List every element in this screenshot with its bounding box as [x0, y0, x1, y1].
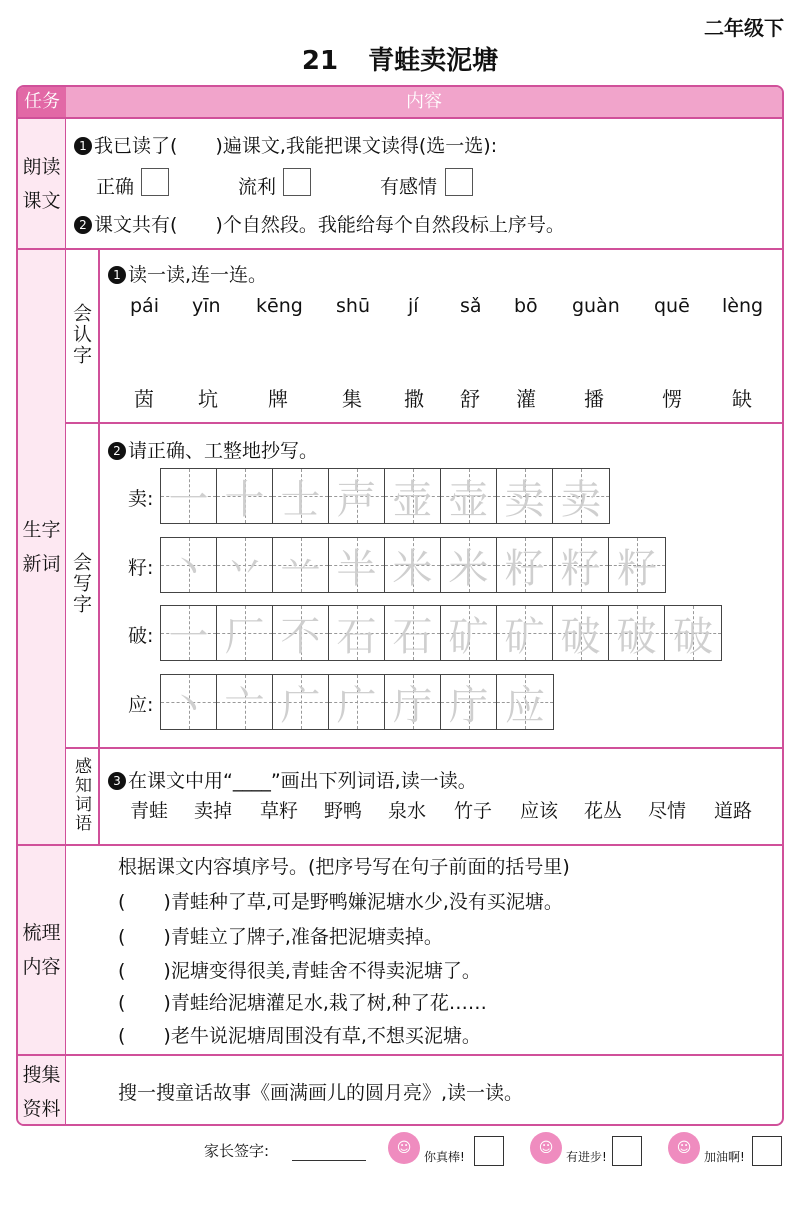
trace-char: 籽 [560, 545, 601, 592]
hanzi-item[interactable]: 播 [584, 387, 604, 411]
hanzi-item[interactable]: 灌 [516, 387, 536, 411]
word-item[interactable]: 泉水 [388, 800, 427, 822]
write-char-label: 卖: [128, 488, 154, 510]
divider [18, 248, 782, 250]
sun-icon: ☺ [530, 1132, 562, 1164]
trace-char: 矿 [448, 613, 489, 660]
words-prompt: 3 在课文中用“____”画出下列词语,读一读。 [108, 766, 477, 793]
word-item[interactable]: 卖掉 [194, 800, 233, 822]
grid-cell[interactable] [497, 469, 553, 523]
trace-char: 石 [392, 613, 433, 660]
pinyin-item[interactable]: kēng [256, 295, 303, 317]
table-header [18, 87, 782, 119]
grid-cell[interactable] [553, 538, 609, 592]
trace-char: 破 [560, 613, 601, 660]
word-item[interactable]: 竹子 [454, 800, 493, 822]
hanzi-item[interactable]: 撒 [404, 387, 424, 411]
hanzi-item[interactable]: 愣 [662, 387, 682, 411]
trace-char: 䒑 [280, 545, 321, 592]
reading-q2: 2 课文共有( )个自然段。我能给每个自然段标上序号。 [74, 210, 565, 237]
lesson-number: 21 [301, 46, 339, 76]
trace-char: 一 [168, 613, 209, 660]
grid-cell[interactable] [497, 675, 553, 729]
trace-char: 壶 [392, 476, 433, 523]
trace-char: 十 [224, 476, 265, 523]
checkbox-emotion[interactable] [445, 168, 473, 196]
option-emotion: 有感情 [380, 176, 438, 198]
header-content: 内容 [406, 91, 442, 112]
grid-cell[interactable] [609, 606, 665, 660]
grid-cell[interactable] [553, 606, 609, 660]
trace-char: 破 [673, 613, 713, 660]
trace-char: 丷 [224, 545, 265, 592]
grid-cell[interactable] [385, 606, 441, 660]
trace-char: 石 [336, 613, 377, 660]
write-grid[interactable] [160, 468, 610, 524]
word-item[interactable]: 应该 [520, 800, 559, 822]
word-item[interactable]: 道路 [714, 800, 753, 822]
trace-char: 矿 [504, 613, 545, 660]
divider [18, 844, 782, 846]
word-item[interactable]: 野鸭 [324, 800, 363, 822]
sun-icon: ☺ [388, 1132, 420, 1164]
write-char-label: 籽: [128, 557, 154, 579]
word-item[interactable]: 青蛙 [130, 800, 169, 822]
sub-write: 会写字 [70, 552, 92, 615]
write-prompt: 2 请正确、工整地抄写。 [108, 436, 318, 463]
hanzi-item[interactable]: 舒 [460, 387, 480, 411]
divider [66, 747, 782, 749]
grid-cell[interactable] [385, 469, 441, 523]
grid-cell[interactable] [161, 538, 217, 592]
grid-cell[interactable] [161, 469, 217, 523]
sorting-item[interactable]: ( )青蛙给泥塘灌足水,栽了树,种了花…… [118, 992, 487, 1014]
hanzi-item[interactable]: 牌 [268, 387, 288, 411]
trace-char: 士 [280, 476, 321, 523]
grid-cell[interactable] [273, 469, 329, 523]
sorting-item[interactable]: ( )老牛说泥塘周围没有草,不想买泥塘。 [118, 1025, 481, 1047]
praise-progress-box[interactable] [612, 1136, 642, 1166]
grid-cell[interactable] [273, 538, 329, 592]
divider [98, 249, 100, 845]
sorting-item[interactable]: ( )青蛙立了牌子,准备把泥塘卖掉。 [118, 926, 443, 948]
grid-cell[interactable] [161, 606, 217, 660]
section-characters: 生字 新词 [18, 249, 66, 845]
sorting-item[interactable]: ( )青蛙种了草,可是野鸭嫌泥塘水少,没有买泥塘。 [118, 891, 563, 913]
pinyin-item[interactable]: pái [130, 295, 159, 317]
trace-char: 庁 [392, 682, 433, 729]
sun-icon: ☺ [668, 1132, 700, 1164]
grid-cell[interactable] [385, 675, 441, 729]
pinyin-item[interactable]: guàn [572, 295, 620, 317]
checkbox-correct[interactable] [141, 168, 169, 196]
lesson-title [0, 40, 800, 77]
sub-recognize: 会认字 [70, 302, 92, 366]
section-sorting: 梳理 内容 [18, 845, 66, 1055]
praise-great-box[interactable] [474, 1136, 504, 1166]
pinyin-item[interactable]: shū [336, 295, 370, 317]
trace-char: 应 [505, 682, 545, 729]
pinyin-item[interactable]: yīn [192, 295, 221, 317]
praise-cheer: 加油啊! [704, 1150, 745, 1164]
grid-cell[interactable] [329, 469, 385, 523]
write-char-label: 应: [128, 694, 154, 716]
grid-cell[interactable] [441, 675, 497, 729]
trace-char: 米 [448, 545, 489, 592]
grid-cell[interactable] [217, 538, 273, 592]
hanzi-item[interactable]: 坑 [198, 387, 218, 411]
grid-cell[interactable] [553, 469, 609, 523]
header-task: 任务 [18, 87, 66, 117]
write-grid[interactable] [160, 674, 554, 730]
grid-cell[interactable] [497, 606, 553, 660]
grid-cell[interactable] [609, 538, 665, 592]
praise-great: 你真棒! [424, 1150, 465, 1164]
grid-cell[interactable] [441, 538, 497, 592]
grid-cell[interactable] [329, 538, 385, 592]
divider [66, 422, 782, 424]
write-grid[interactable] [160, 605, 722, 661]
grid-cell[interactable] [217, 606, 273, 660]
hanzi-item[interactable]: 缺 [732, 387, 752, 411]
sorting-intro: 根据课文内容填序号。(把序号写在句子前面的括号里) [118, 856, 570, 878]
trace-char: 丶 [168, 682, 209, 729]
pinyin-item[interactable]: sǎ [460, 295, 482, 317]
pinyin-item[interactable]: jí [408, 295, 419, 317]
section-collect: 搜集 资料 [18, 1055, 66, 1126]
trace-char: 卖 [504, 476, 545, 523]
grid-cell[interactable] [273, 606, 329, 660]
signature-line[interactable] [292, 1160, 366, 1161]
praise-cheer-box[interactable] [752, 1136, 782, 1166]
grid-cell[interactable] [441, 469, 497, 523]
trace-char: 丶 [168, 545, 209, 592]
trace-char: 卖 [561, 476, 601, 523]
pinyin-item[interactable]: lèng [722, 295, 764, 317]
trace-char: 一 [168, 476, 209, 523]
lesson-name: 青蛙卖泥塘 [368, 46, 499, 76]
sorting-item[interactable]: ( )泥塘变得很美,青蛙舍不得卖泥塘了。 [118, 960, 481, 982]
word-item[interactable]: 草籽 [260, 800, 299, 822]
collect-text: 搜一搜童话故事《画满画儿的圆月亮》,读一读。 [118, 1082, 524, 1104]
grid-cell[interactable] [217, 469, 273, 523]
trace-char: 广 [336, 682, 377, 729]
trace-char: 籽 [617, 545, 657, 592]
grid-cell[interactable] [329, 675, 385, 729]
signature-label: 家长签字: [204, 1142, 270, 1160]
grid-cell[interactable] [665, 606, 721, 660]
word-item[interactable]: 尽情 [648, 800, 687, 822]
trace-char: 破 [616, 613, 657, 660]
sub-words: 感知词语 [71, 756, 91, 833]
hanzi-item[interactable]: 集 [342, 387, 362, 411]
trace-char: 广 [280, 682, 321, 729]
grade-label: 二年级下 [704, 16, 784, 40]
trace-char: 半 [336, 545, 377, 592]
trace-char: 籽 [504, 545, 545, 592]
trace-char: 庁 [448, 682, 489, 729]
trace-char: 亠 [224, 682, 265, 729]
hanzi-item[interactable]: 茵 [134, 387, 154, 411]
recognize-prompt: 1 读一读,连一连。 [108, 260, 267, 287]
divider [18, 1054, 782, 1056]
word-item[interactable]: 花丛 [584, 800, 623, 822]
grid-cell[interactable] [273, 675, 329, 729]
trace-char: 壶 [448, 476, 489, 523]
pinyin-item[interactable]: quē [654, 295, 690, 317]
trace-char: 米 [392, 545, 433, 592]
reading-q1: 1 我已读了( )遍课文,我能把课文读得(选一选): [74, 131, 497, 158]
grid-cell[interactable] [385, 538, 441, 592]
write-char-label: 破: [128, 625, 154, 647]
grid-cell[interactable] [329, 606, 385, 660]
section-reading: 朗读 课文 [18, 119, 66, 249]
trace-char: 不 [280, 613, 321, 660]
grid-cell[interactable] [217, 675, 273, 729]
trace-char: 厂 [224, 613, 265, 660]
praise-progress: 有进步! [566, 1150, 607, 1164]
write-grid[interactable] [160, 537, 666, 593]
grid-cell[interactable] [161, 675, 217, 729]
pinyin-item[interactable]: bō [514, 295, 538, 317]
option-fluent: 流利 [238, 176, 277, 198]
option-correct: 正确 [96, 176, 135, 198]
grid-cell[interactable] [441, 606, 497, 660]
grid-cell[interactable] [497, 538, 553, 592]
trace-char: 声 [336, 476, 377, 523]
checkbox-fluent[interactable] [283, 168, 311, 196]
